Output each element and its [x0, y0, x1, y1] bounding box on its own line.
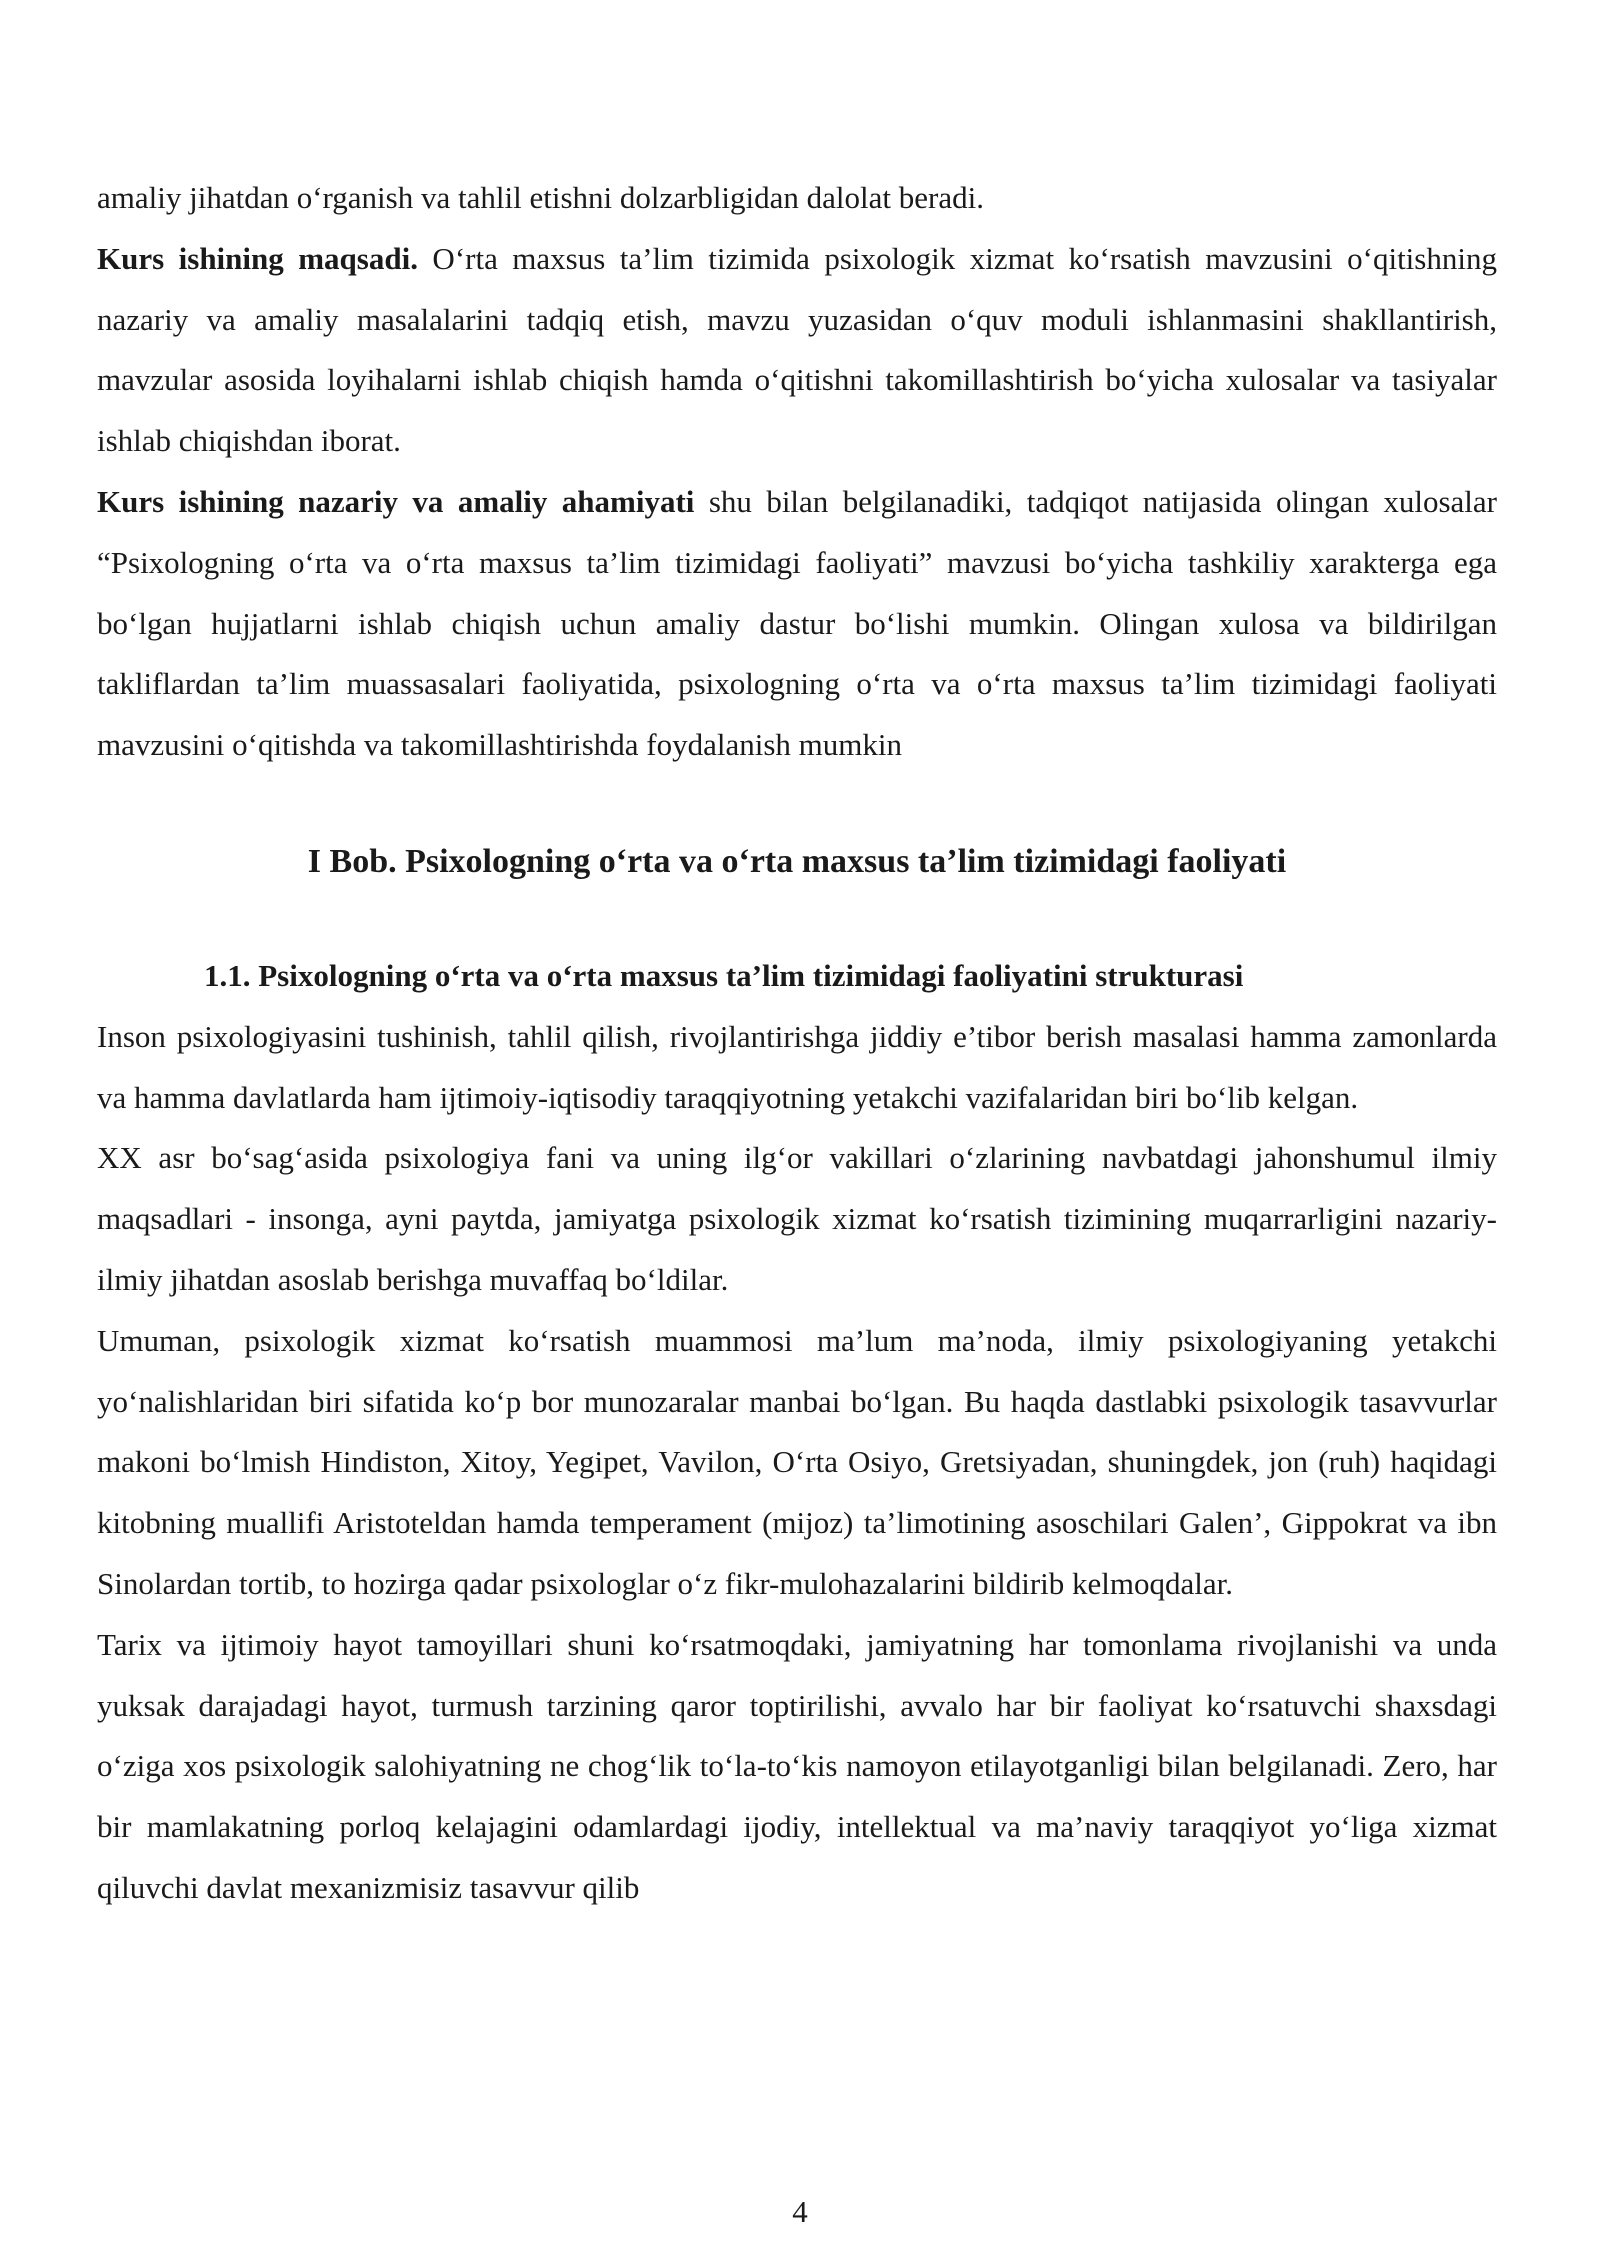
intro-paragraph-continuation: amaliy jihatdan o‘rganish va tahlil etishni dolzarbligidan dalolat beradi. [97, 180, 984, 215]
document-page [97, 168, 1497, 1919]
body-paragraph: Tarix va ijtimoiy hayot tamoyillari shuni ko‘rsatmoqdaki, jamiyatning har tomonlama rivojlanishi va unda yuksak darajadagi hayot, turmush tarzining qaror toptirilishi, avvalo har bir faoliyat ko‘rsatuvchi shaxsdagi o‘ziga xos psixologik salohiyatning ne chog‘lik to‘la-to‘kis namoyon etilayotganligi bilan belgilanadi. Zero, har bir mamlakatning porloq kelajagini odamlardagi ijodiy, intellektual va ma’naviy taraqqiyot yo‘liga xizmat qiluvchi davlat mexanizmisiz tasavvur qilib [97, 1626, 1497, 1905]
significance-text: shu bilan belgilanadiki, tadqiqot natijasida olingan xulosalar “Psixologning o‘rta va o‘rta maxsus ta’lim tizimidagi faoliyati” mavzusi bo‘yicha tashkiliy xarakterga ega bo‘lgan hujjatlarni ishlab chiqish uchun amaliy dastur bo‘lishi mumkin. Olingan xulosa va bildirilgan takliflardan ta’lim muassasalari faoliyatida, psixologning o‘rta va o‘rta maxsus ta’lim tizimidagi faoliyati mavzusini o‘qitishda va takomillashtirishda foydalanish mumkin [97, 483, 1497, 763]
goal-lead-label: Kurs ishining maqsadi. [97, 240, 418, 276]
body-paragraph: Umuman, psixologik xizmat ko‘rsatish muammosi ma’lum ma’noda, ilmiy psixologiyaning yetakchi yo‘nalishlaridan biri sifatida ko‘p bor munozaralar manbai bo‘lgan. Bu haqda dastlabki psixologik tasavvurlar makoni bo‘lmish Hindiston, Xitoy, Yegipet, Vavilon, O‘rta Osiyo, Gretsiyadan, shuningdek, jon (ruh) haqidagi kitobning muallifi Aristoteldan hamda temperament (mijoz) ta’limotining asoschilari Galen’, Gippokrat va ibn Sinolardan tortib, to hozirga qadar psixologlar o‘z fikr-mulohazalarini bildirib kelmoqdalar. [97, 1322, 1497, 1601]
intro-paragraph-goal [97, 229, 1497, 472]
intro-paragraph-significance [97, 472, 1497, 776]
body-paragraph: XX asr bo‘sag‘asida psixologiya fani va uning ilg‘or vakillari o‘zlarining navbatdagi jahonshumul ilmiy maqsadlari - insonga, ayni paytda, jamiyatga psixologik xizmat ko‘rsatish tizimining muqarrarligini nazariy-ilmiy jihatdan asoslab berishga muvaffaq bo‘ldilar. [97, 1140, 1497, 1297]
section-title: 1.1. Psixologning o‘rta va o‘rta maxsus ta’lim tizimidagi faoliyatini strukturasi [204, 957, 1244, 993]
goal-text: O‘rta maxsus ta’lim tizimida psixologik xizmat ko‘rsatish mavzusini o‘qitishning nazariy va amaliy masalalarini tadqiq etish, mavzu yuzasidan o‘quv moduli ishlanmasini shakllantirish, mavzular asosida loyihalarni ishlab chiqish hamda o‘qitishni takomillashtirish bo‘yicha xulosalar va tasiyalar ishlab chiqishdan iborat. [97, 240, 1497, 459]
chapter-title: I Bob. Psixologning o‘rta va o‘rta maxsus ta’lim tizimidagi faoliyati [307, 842, 1287, 880]
page-number: 4 [792, 2194, 808, 2229]
body-paragraph: Inson psixologiyasini tushinish, tahlil qilish, rivojlantirishga jiddiy e’tibor berish masalasi hamma zamonlarda va hamma davlatlarda ham ijtimoiy-iqtisodiy taraqqiyotning yetakchi vazifalaridan biri bo‘lib kelgan. [97, 1018, 1497, 1115]
significance-lead-label: Kurs ishining nazariy va amaliy ahamiyati [97, 483, 695, 519]
